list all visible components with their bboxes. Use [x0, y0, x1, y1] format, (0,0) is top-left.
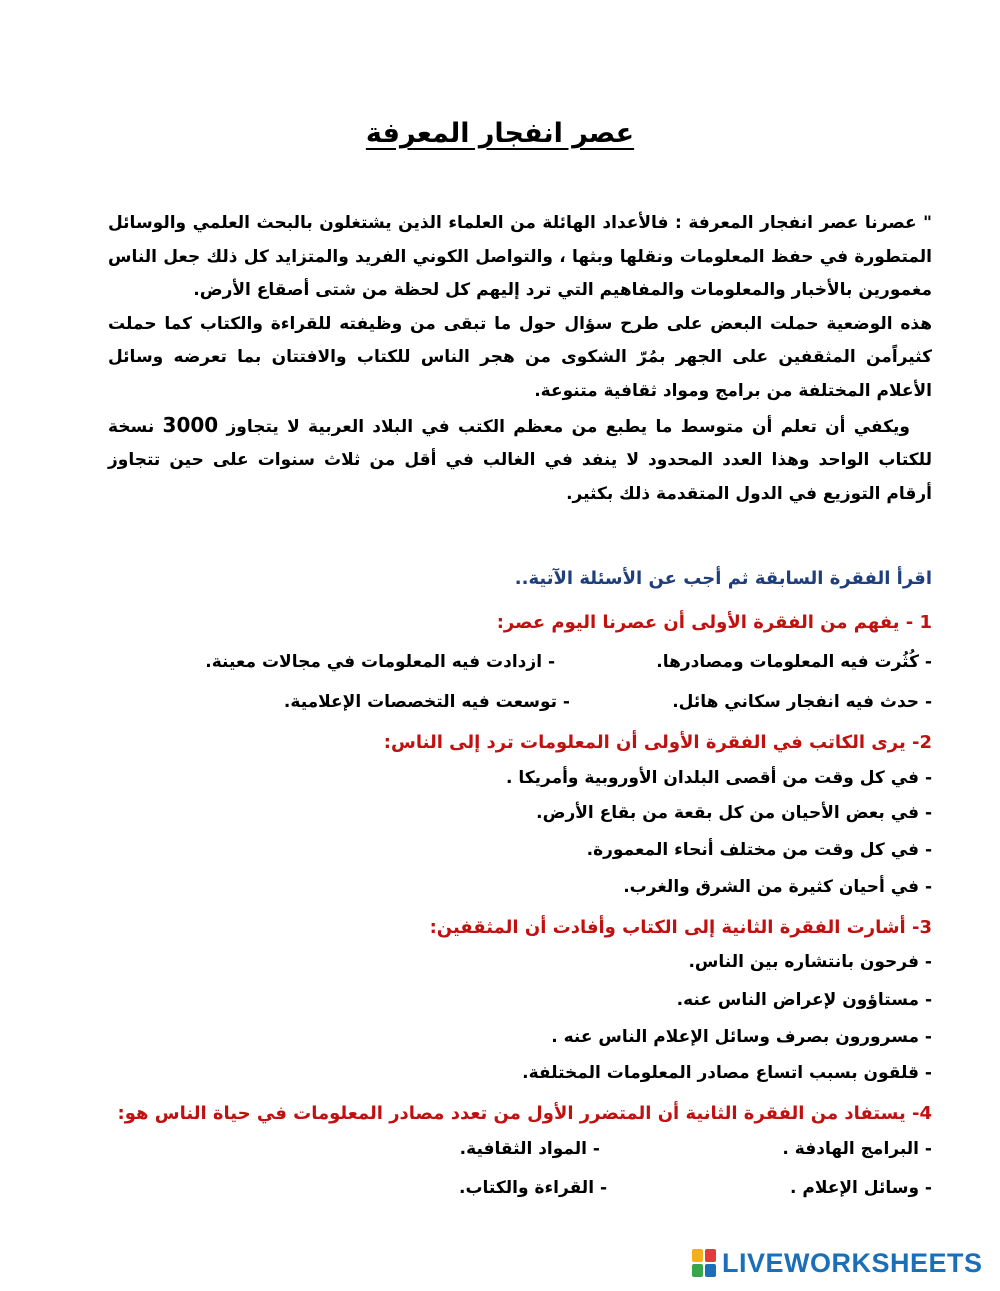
q3-option-4[interactable]: - قلقون بسبب اتساع مصادر المعلومات المختلفة. — [522, 1063, 932, 1083]
question-2: 2- يرى الكاتب في الفقرة الأولى أن المعلومات ترد إلى الناس: — [383, 732, 932, 753]
q2-option-1[interactable]: - في كل وقت من أقصى البلدان الأوروبية وأمريكا . — [505, 768, 932, 788]
page-title: عصر انفجار المعرفة — [365, 118, 635, 149]
q1-option-1[interactable]: - كُثُرت فيه المعلومات ومصادرها. — [656, 652, 932, 672]
copies-number: 3000 — [162, 412, 219, 437]
q2-option-3[interactable]: - في كل وقت من مختلف أنحاء المعمورة. — [586, 840, 932, 860]
instruction-text: اقرأ الفقرة السابقة ثم أجب عن الأسئلة الآتية.. — [514, 568, 932, 589]
passage-paragraph-2: هذه الوضعية حملت البعض على طرح سؤال حول ما تبقى من وظيفته للقراءة والكتاب كما حملت كثيراًمن المثقفين على الجهر بمُرّ الشكوى من هجر الناس للكتاب والافتتان بما تعرضه وسائل الأعلام المختلفة من برامج ومواد ثقافية متنوعة. — [108, 313, 932, 401]
question-3: 3- أشارت الفقرة الثانية إلى الكتاب وأفادت أن المثقفين: — [429, 917, 932, 938]
q4-option-2[interactable]: - المواد الثقافية. — [459, 1139, 600, 1159]
q4-option-3[interactable]: - وسائل الإعلام . — [790, 1178, 932, 1198]
q2-option-2[interactable]: - في بعض الأحيان من كل بقعة من بقاع الأرض. — [536, 803, 932, 823]
logo-text: LIVEWORKSHEETS — [722, 1247, 983, 1278]
q4-option-1[interactable]: - البرامج الهادفة . — [782, 1139, 932, 1159]
liveworksheets-logo — [692, 1246, 983, 1280]
question-4: 4- يستفاد من الفقرة الثانية أن المتضرر الأول من تعدد مصادر المعلومات في حياة الناس هو: — [117, 1103, 932, 1124]
passage-paragraph-3-start: ويكفي أن تعلم أن متوسط ما يطبع من معظم الكتب في البلاد العربية لا يتجاوز — [218, 416, 910, 437]
q4-option-4[interactable]: - القراءة والكتاب. — [459, 1178, 607, 1198]
reading-passage — [108, 207, 932, 511]
q1-option-3[interactable]: - حدث فيه انفجار سكاني هائل. — [672, 692, 932, 712]
q2-option-4[interactable]: - في أحيان كثيرة من الشرق والغرب. — [623, 877, 932, 897]
q3-option-2[interactable]: - مستاؤون لإعراض الناس عنه. — [676, 990, 932, 1010]
passage-paragraph-3 — [108, 409, 932, 512]
passage-paragraph-3-end: نسخة للكتاب الواحد وهذا العدد المحدود لا ينفد في الغالب في أقل من ثلاث سنوات على حين تتجاوز أرقام التوزيع في الدول المتقدمة ذلك بكثير. — [108, 416, 932, 504]
q3-option-3[interactable]: - مسرورون بصرف وسائل الإعلام الناس عنه . — [551, 1027, 932, 1047]
logo-blocks-icon — [692, 1249, 716, 1277]
question-1: 1 - يفهم من الفقرة الأولى أن عصرنا اليوم عصر: — [496, 612, 932, 633]
q1-option-4[interactable]: - توسعت فيه التخصصات الإعلامية. — [283, 692, 570, 712]
passage-paragraph-1: " عصرنا عصر انفجار المعرفة : فالأعداد الهائلة من العلماء الذين يشتغلون بالبحث العلمي والوسائل المتطورة في حفظ المعلومات ونقلها وبثها ، والتواصل الكوني الفريد والمتزايد كل ذلك جعل الناس مغمورين بالأخبار والمعلومات والمفاهيم التي ترد إليهم كل لحظة من شتى أصقاع الأرض. — [108, 213, 932, 301]
q3-option-1[interactable]: - فرحون بانتشاره بين الناس. — [688, 952, 932, 972]
q1-option-2[interactable]: - ازدادت فيه المعلومات في مجالات معينة. — [205, 652, 555, 672]
